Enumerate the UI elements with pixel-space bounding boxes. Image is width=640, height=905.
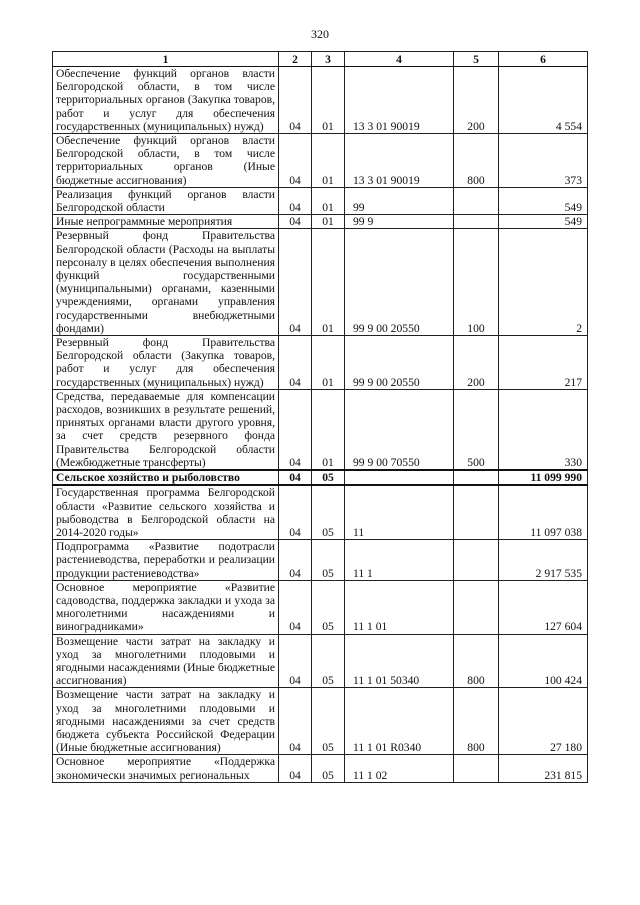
row-expense-type: 800 — [454, 634, 499, 688]
row-target-item: 11 1 01 R0340 — [345, 688, 454, 755]
row-name: Средства, передаваемые для компенсации расходов, возникших в результате решений, принятых органами власти другого уровня, за счет средств резервного фонда Правительства Белгородской области (Межбюджетные трансферты) — [53, 389, 279, 470]
row-section: 04 — [279, 688, 312, 755]
row-expense-type — [454, 540, 499, 581]
row-section: 04 — [279, 755, 312, 782]
table-row — [53, 634, 588, 688]
row-target-item: 99 9 — [345, 215, 454, 229]
row-expense-type — [454, 187, 499, 214]
row-expense-type — [454, 485, 499, 539]
row-section: 04 — [279, 187, 312, 214]
col-header-expense-type: 5 — [454, 52, 499, 67]
row-subsection: 01 — [312, 215, 345, 229]
table-row — [53, 336, 588, 390]
row-amount: 549 — [499, 215, 588, 229]
col-header-amount: 6 — [499, 52, 588, 67]
row-subsection: 01 — [312, 187, 345, 214]
row-name: Резервный фонд Правительства Белгородской области (Закупка товаров, работ и услуг для обеспечения государственных (муниципальных) нужд) — [53, 336, 279, 390]
row-name: Иные непрограммные мероприятия — [53, 215, 279, 229]
row-name: Реализация функций органов власти Белгородской области — [53, 187, 279, 214]
row-target-item: 99 9 00 70550 — [345, 389, 454, 470]
row-section: 04 — [279, 580, 312, 634]
col-header-target-item: 4 — [345, 52, 454, 67]
row-expense-type — [454, 580, 499, 634]
table-row — [53, 485, 588, 539]
row-expense-type: 500 — [454, 389, 499, 470]
row-target-item: 99 9 00 20550 — [345, 229, 454, 336]
row-name: Государственная программа Белгородской области «Развитие сельского хозяйства и рыбоводства в Белгородской области на 2014-2020 годы» — [53, 485, 279, 539]
row-expense-type: 100 — [454, 229, 499, 336]
row-subsection: 05 — [312, 485, 345, 539]
col-header-section: 2 — [279, 52, 312, 67]
row-target-item: 11 1 01 — [345, 580, 454, 634]
row-expense-type: 200 — [454, 67, 499, 134]
page-number: 320 — [311, 27, 329, 41]
row-subsection: 01 — [312, 336, 345, 390]
row-expense-type: 800 — [454, 688, 499, 755]
row-section: 04 — [279, 470, 312, 485]
row-expense-type — [454, 755, 499, 782]
row-target-item: 13 3 01 90019 — [345, 134, 454, 188]
table-row — [53, 688, 588, 755]
col-header-subsection: 3 — [312, 52, 345, 67]
row-amount: 27 180 — [499, 688, 588, 755]
row-section: 04 — [279, 229, 312, 336]
row-expense-type: 800 — [454, 134, 499, 188]
table-row — [53, 540, 588, 581]
row-target-item: 11 — [345, 485, 454, 539]
table-row — [53, 229, 588, 336]
row-subsection: 01 — [312, 229, 345, 336]
row-name: Основное мероприятие «Поддержка экономически значимых региональных — [53, 755, 279, 782]
table-row — [53, 215, 588, 229]
row-target-item: 11 1 02 — [345, 755, 454, 782]
col-header-name: 1 — [53, 52, 279, 67]
table-row — [53, 67, 588, 134]
row-target-item: 11 1 — [345, 540, 454, 581]
row-amount: 2 917 535 — [499, 540, 588, 581]
row-subsection: 01 — [312, 134, 345, 188]
table-row — [53, 134, 588, 188]
row-amount: 2 — [499, 229, 588, 336]
section-row — [53, 470, 588, 485]
row-name: Резервный фонд Правительства Белгородской области (Расходы на выплаты персоналу в целях обеспечения выполнения функций государственными (муниципальными) органами, казенными учреждениями, органами управления государственными внебюджетными фондами) — [53, 229, 279, 336]
row-name: Подпрограмма «Развитие подотрасли растениеводства, переработки и реализации продукции растениеводства» — [53, 540, 279, 581]
row-subsection: 05 — [312, 540, 345, 581]
row-target-item: 99 — [345, 187, 454, 214]
row-subsection: 05 — [312, 755, 345, 782]
row-target-item: 99 9 00 20550 — [345, 336, 454, 390]
row-amount: 127 604 — [499, 580, 588, 634]
row-section: 04 — [279, 485, 312, 539]
row-amount: 4 554 — [499, 67, 588, 134]
row-amount: 11 099 990 — [499, 470, 588, 485]
row-amount: 100 424 — [499, 634, 588, 688]
row-section: 04 — [279, 389, 312, 470]
row-amount: 373 — [499, 134, 588, 188]
row-expense-type — [454, 215, 499, 229]
row-section: 04 — [279, 634, 312, 688]
row-expense-type: 200 — [454, 336, 499, 390]
row-name: Сельское хозяйство и рыболовство — [53, 470, 279, 485]
row-target-item: 11 1 01 50340 — [345, 634, 454, 688]
row-amount: 330 — [499, 389, 588, 470]
row-subsection: 01 — [312, 67, 345, 134]
row-name: Возмещение части затрат на закладку и уход за многолетними плодовыми и ягодными насаждениями (Иные бюджетные ассигнования) — [53, 634, 279, 688]
row-subsection: 01 — [312, 389, 345, 470]
budget-table — [52, 51, 588, 783]
row-section: 04 — [279, 540, 312, 581]
row-expense-type — [454, 470, 499, 485]
row-subsection: 05 — [312, 580, 345, 634]
row-target-item: 13 3 01 90019 — [345, 67, 454, 134]
row-amount: 217 — [499, 336, 588, 390]
table-row — [53, 187, 588, 214]
row-amount: 549 — [499, 187, 588, 214]
row-section: 04 — [279, 336, 312, 390]
row-name: Обеспечение функций органов власти Белгородской области, в том числе территориальных органов (Иные бюджетные ассигнования) — [53, 134, 279, 188]
row-name: Возмещение части затрат на закладку и уход за многолетними плодовыми и ягодными насаждениями за счет средств бюджета субъекта Российской Федерации (Иные бюджетные ассигнования) — [53, 688, 279, 755]
row-name: Обеспечение функций органов власти Белгородской области, в том числе территориальных органов (Закупка товаров, работ и услуг для обеспечения государственных (муниципальных) нужд) — [53, 67, 279, 134]
row-name: Основное мероприятие «Развитие садоводства, поддержка закладки и ухода за многолетними насаждениями и виноградниками» — [53, 580, 279, 634]
row-amount: 231 815 — [499, 755, 588, 782]
row-target-item — [345, 470, 454, 485]
row-subsection: 05 — [312, 470, 345, 485]
row-section: 04 — [279, 134, 312, 188]
header-row — [53, 52, 588, 67]
row-section: 04 — [279, 215, 312, 229]
row-subsection: 05 — [312, 634, 345, 688]
table-row — [53, 580, 588, 634]
row-amount: 11 097 038 — [499, 485, 588, 539]
row-section: 04 — [279, 67, 312, 134]
table-row — [53, 389, 588, 470]
table-row — [53, 755, 588, 782]
row-subsection: 05 — [312, 688, 345, 755]
